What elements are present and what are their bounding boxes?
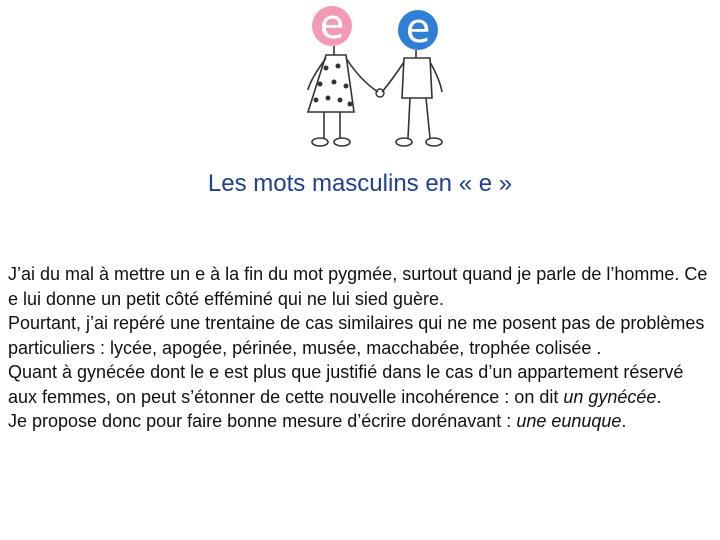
paragraph-3-end: . [656, 386, 662, 407]
paragraph-2: Pourtant, j’ai repéré une trentaine de cas similaires qui ne me posent pas de problèmes particuliers : lycée, apogée, périnée, musée, macchabée, trophée colisée . [8, 313, 705, 358]
paragraph-3-italic: un gynécée [563, 386, 657, 407]
girl-head-letter: e [319, 2, 345, 48]
couple-illustration [280, 0, 460, 160]
page-title: Les mots masculins en « e » [207, 170, 513, 197]
body-text [8, 262, 708, 434]
paragraph-4-italic: une eunuque [516, 411, 622, 431]
paragraph-3 [8, 360, 708, 409]
girl-figure [308, 2, 378, 146]
paragraph-4 [8, 409, 708, 434]
paragraph-4-end: . [621, 411, 627, 431]
paragraph-4-text: Je propose donc pour faire bonne mesure d’écrire dorénavant : [8, 411, 517, 431]
paragraph-3-text: Quant à gynécée dont le e est plus que justifié dans le cas d’un appartement réservé aux femmes, on peut s’étonner de cette nouvelle incohérence : on dit [8, 362, 684, 407]
boy-head-letter: e [405, 6, 431, 52]
holding-hands-icon [376, 89, 384, 97]
paragraph-1: J’ai du mal à mettre un e à la fin du mot pygmée, surtout quand je parle de l’homme. Ce e lui donne un petit côté efféminé qui ne lui sied guère. [8, 264, 708, 309]
boy-figure [382, 6, 442, 146]
